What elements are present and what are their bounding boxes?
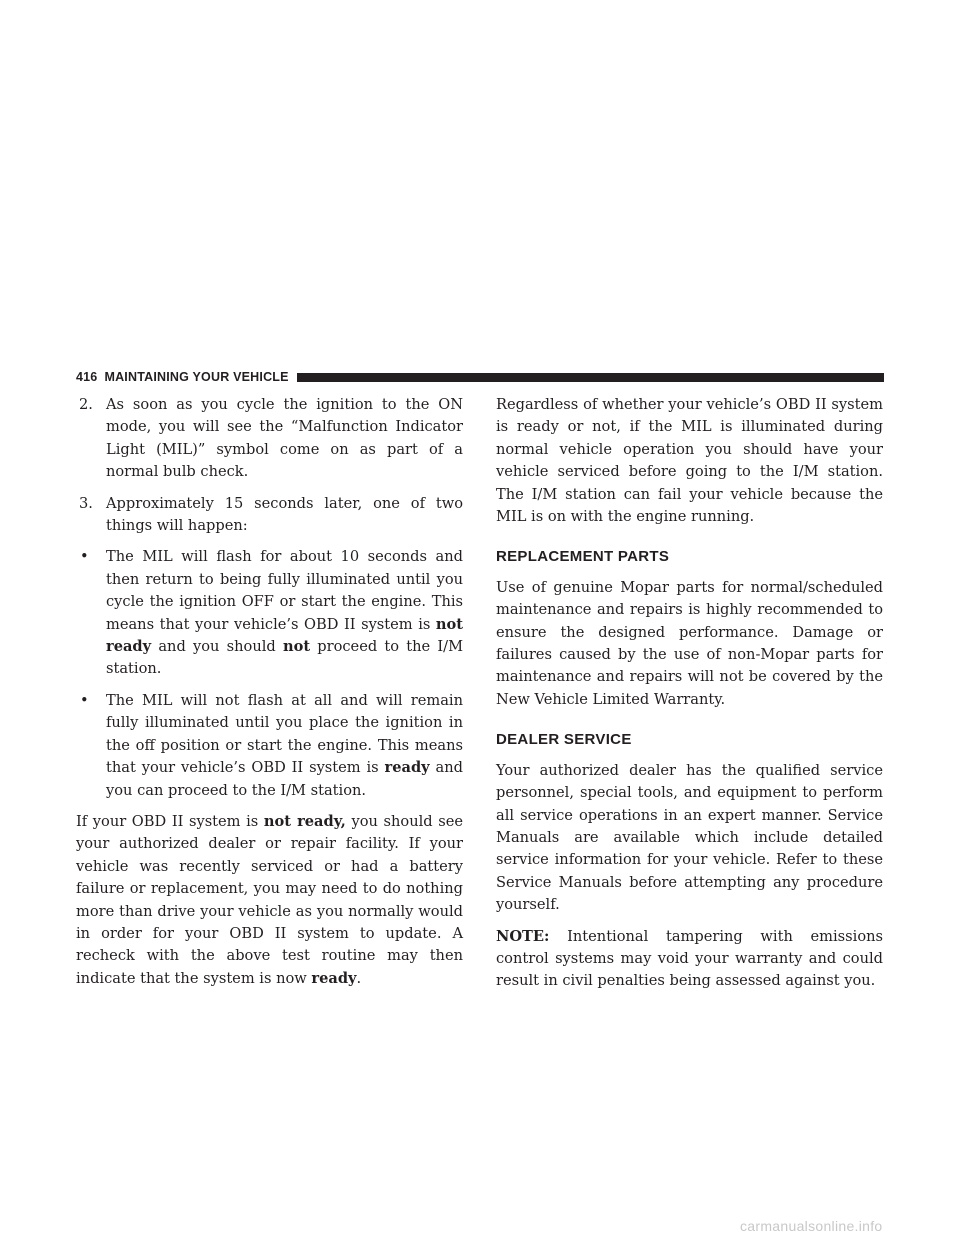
bold-not-ready: not ready — [106, 615, 463, 656]
bold-not: not — [282, 638, 311, 656]
bullet-ready-text — [106, 690, 463, 802]
page-header — [76, 369, 884, 385]
note-text: Intentional tampering with emissions control systems may void your warranty and could result in civil penalties being assessed against you. — [496, 927, 883, 990]
text-run: If your OBD II system is — [76, 812, 264, 830]
bullet-not-ready — [76, 546, 463, 680]
dealer-service-paragraph: Your authorized dealer has the qualified service personnel, special tools, and equipment to perform all service operations in an expert manner. Service Manuals are available which include detailed service information for your vehicle. Refer to these Service Manuals before attempting any procedure yourself. — [496, 761, 883, 914]
left-column — [76, 394, 463, 990]
text-run: . — [356, 969, 362, 987]
text-run: you should see your authorized dealer or repair facility. If your vehicle was recently serviced or had a battery failure or replacement, you may need to do nothing more than drive your vehicle as you normally would in order for your OBD II system to update. A recheck with the above test routine may then indicate that the system is now — [76, 812, 464, 987]
right-column — [496, 394, 883, 993]
note-paragraph — [496, 926, 883, 993]
step-3-text: Approximately 15 seconds later, one of two things will happen: — [106, 494, 463, 535]
page-number: 416 — [76, 370, 98, 384]
replacement-parts-paragraph: Use of genuine Mopar parts for normal/scheduled maintenance and repairs is highly recommended to ensure the designed performance. Damage or failures caused by the use of non-Mopar parts for maintenance and repairs will not be covered by the New Vehicle Limited Warranty. — [496, 578, 883, 708]
step-2-number: 2. — [79, 396, 93, 413]
section-title: MAINTAINING YOUR VEHICLE — [104, 370, 289, 384]
step-3-number: 3. — [79, 494, 93, 512]
bullet-icon: • — [80, 691, 89, 709]
watermark: carmanualsonline.info — [740, 1218, 883, 1234]
step-2-text: As soon as you cycle the ignition to the ON mode, you will see the “Malfunction Indicator Light (MIL)” symbol come on as part of a normal bulb check. — [106, 396, 463, 481]
text-run: proceed to the I/M station. — [106, 638, 464, 678]
note-label: NOTE: — [496, 927, 550, 945]
text-run: and you can proceed to the I/M station. — [106, 759, 463, 799]
obd-not-ready-paragraph — [76, 811, 463, 990]
bold-ready: ready — [384, 759, 430, 777]
step-3 — [76, 493, 463, 538]
mil-intro-paragraph: Regardless of whether your vehicle’s OBD II system is ready or not, if the MIL is illuminated during normal vehicle operation you should have your vehicle serviced before going to the I/M station. The I/M station can fail your vehicle because the MIL is on with the engine running. — [496, 396, 883, 526]
replacement-parts-heading: REPLACEMENT PARTS — [496, 548, 670, 566]
bullet-ready — [76, 690, 463, 802]
bold-ready: ready — [311, 969, 357, 987]
dealer-service-heading: DEALER SERVICE — [496, 731, 632, 749]
header-rule — [297, 373, 884, 382]
text-run: The MIL will flash for about 10 seconds and then return to being fully illuminated until you cycle the ignition OFF or start the engine. This means that your vehicle’s OBD II system is — [106, 548, 463, 633]
text-run: The MIL will not flash at all and will remain fully illuminated until you place the ignition in the off position or start the engine. This means that your vehicle’s OBD II system is — [106, 691, 463, 777]
text-run: and you should — [151, 638, 283, 656]
bullet-icon: • — [80, 548, 89, 566]
bold-not-ready: not ready, — [263, 812, 346, 830]
step-2 — [76, 394, 463, 484]
bullet-not-ready-text — [106, 546, 463, 680]
